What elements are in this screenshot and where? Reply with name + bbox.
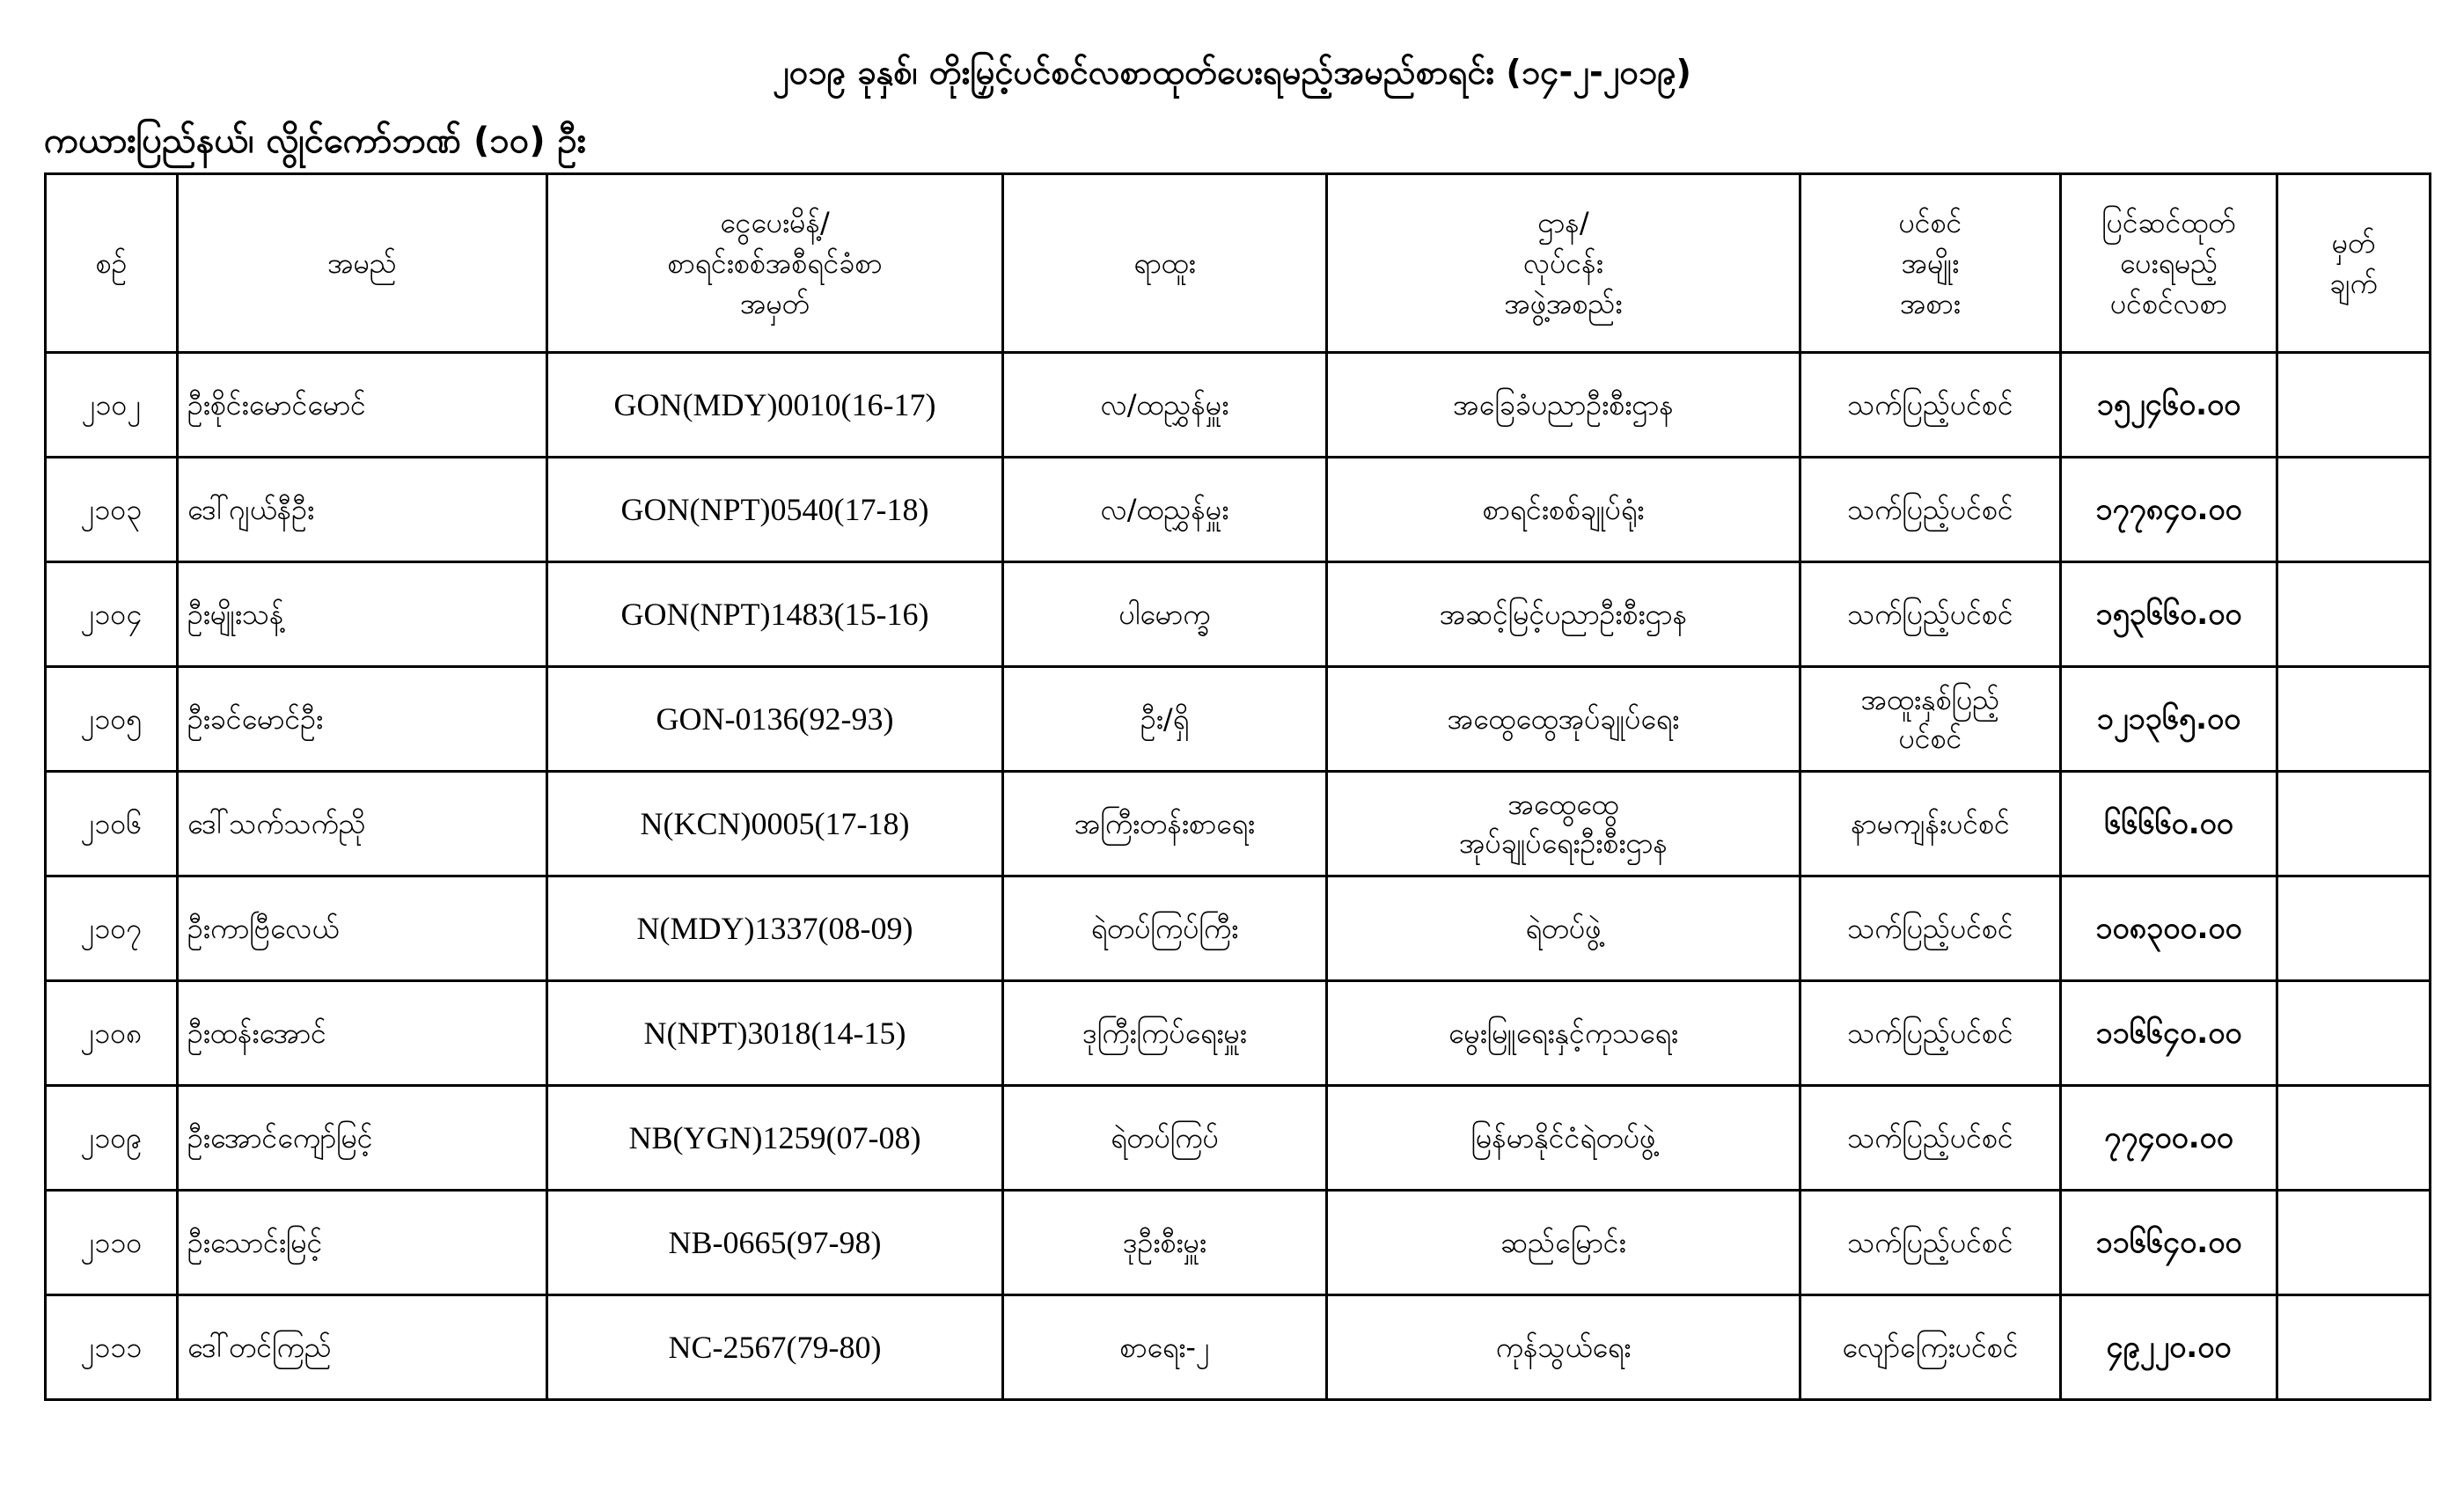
cell-pension-type: သက်ပြည့်ပင်စင် bbox=[1800, 981, 2061, 1086]
table-row bbox=[46, 772, 2431, 876]
cell-amount: ၁၂၁၃၆၅.၀၀ bbox=[2061, 667, 2277, 772]
cell-serial: ၂၁၀၈ bbox=[46, 981, 178, 1086]
header-department: ဌာန/ လုပ်ငန်း အဖွဲ့အစည်း bbox=[1327, 174, 1800, 353]
cell-name: ဦးအောင်ကျော်မြင့် bbox=[178, 1086, 547, 1191]
cell-pension-type: သက်ပြည့်ပင်စင် bbox=[1800, 353, 2061, 458]
cell-department: အခြေခံပညာဦးစီးဌာန bbox=[1327, 353, 1800, 458]
cell-name: ဦးစိုင်းမောင်မောင် bbox=[178, 353, 547, 458]
cell-rank: အကြီးတန်းစာရေး bbox=[1003, 772, 1327, 876]
cell-serial: ၂၁၀၇ bbox=[46, 876, 178, 981]
cell-department: စာရင်းစစ်ချုပ်ရုံး bbox=[1327, 458, 1800, 562]
cell-serial: ၂၁၁၁ bbox=[46, 1295, 178, 1400]
cell-rank: ပါမောက္ခ bbox=[1003, 562, 1327, 667]
header-serial: စဉ် bbox=[46, 174, 178, 353]
table-row bbox=[46, 981, 2431, 1086]
cell-amount: ၆၆၆၆၀.၀၀ bbox=[2061, 772, 2277, 876]
cell-rank: ရဲတပ်ကြပ်ကြီး bbox=[1003, 876, 1327, 981]
table-row bbox=[46, 1295, 2431, 1400]
table-header-row bbox=[46, 174, 2431, 353]
page-title: ၂၀၁၉ ခုနှစ်၊ တိုးမြှင့်ပင်စင်လစာထုတ်ပေးရမည့်အမည်စာရင်း (၁၄-၂-၂၀၁၉) bbox=[773, 53, 1691, 92]
cell-remarks bbox=[2277, 876, 2431, 981]
cell-serial: ၂၁၀၉ bbox=[46, 1086, 178, 1191]
header-reg-no: ငွေပေးမိန့်/ စာရင်းစစ်အစီရင်ခံစာ အမှတ် bbox=[547, 174, 1003, 353]
cell-amount: ၁၁၆၆၄၀.၀၀ bbox=[2061, 981, 2277, 1086]
cell-reg-no: N(MDY)1337(08-09) bbox=[547, 876, 1003, 981]
table-row bbox=[46, 1191, 2431, 1295]
cell-reg-no: GON-0136(92-93) bbox=[547, 667, 1003, 772]
cell-reg-no: GON(NPT)0540(17-18) bbox=[547, 458, 1003, 562]
cell-serial: ၂၁၀၄ bbox=[46, 562, 178, 667]
cell-serial: ၂၁၀၃ bbox=[46, 458, 178, 562]
cell-amount: ၁၅၃၆၆၀.၀၀ bbox=[2061, 562, 2277, 667]
pension-table bbox=[44, 172, 2431, 1401]
cell-rank: လ/ထညွှန်မှူး bbox=[1003, 353, 1327, 458]
cell-pension-type: သက်ပြည့်ပင်စင် bbox=[1800, 1086, 2061, 1191]
cell-department: မွေးမြူရေးနှင့်ကုသရေး bbox=[1327, 981, 1800, 1086]
cell-amount: ၇၇၄၀၀.၀၀ bbox=[2061, 1086, 2277, 1191]
cell-department: အထွေထွေအုပ်ချုပ်ရေး bbox=[1327, 667, 1800, 772]
cell-remarks bbox=[2277, 1086, 2431, 1191]
cell-name: ဒေါ်တင်ကြည် bbox=[178, 1295, 547, 1400]
cell-amount: ၄၉၂၂၀.၀၀ bbox=[2061, 1295, 2277, 1400]
cell-rank: ဒုဦးစီးမှူး bbox=[1003, 1191, 1327, 1295]
cell-pension-type: အထူးနှစ်ပြည့် ပင်စင် bbox=[1800, 667, 2061, 772]
cell-reg-no: NC-2567(79-80) bbox=[547, 1295, 1003, 1400]
cell-serial: ၂၁၀၆ bbox=[46, 772, 178, 876]
cell-rank: လ/ထညွှန်မှူး bbox=[1003, 458, 1327, 562]
cell-name: ဒေါ်ဂျယ်နီဦး bbox=[178, 458, 547, 562]
cell-reg-no: N(KCN)0005(17-18) bbox=[547, 772, 1003, 876]
cell-name: ဦးကာဗြီလေယ် bbox=[178, 876, 547, 981]
cell-pension-type: သက်ပြည့်ပင်စင် bbox=[1800, 876, 2061, 981]
cell-remarks bbox=[2277, 1295, 2431, 1400]
cell-remarks bbox=[2277, 458, 2431, 562]
cell-reg-no: NB(YGN)1259(07-08) bbox=[547, 1086, 1003, 1191]
header-rank: ရာထူး bbox=[1003, 174, 1327, 353]
cell-name: ဦးထန်းအောင် bbox=[178, 981, 547, 1086]
header-remarks: မှတ် ချက် bbox=[2277, 174, 2431, 353]
page-subtitle: ကယားပြည်နယ်၊ လွိုင်ကော်ဘဏ် (၁၀) ဦး bbox=[44, 121, 586, 161]
cell-department: မြန်မာနိုင်ငံရဲတပ်ဖွဲ့ bbox=[1327, 1086, 1800, 1191]
cell-name: ဦးသောင်းမြင့် bbox=[178, 1191, 547, 1295]
cell-remarks bbox=[2277, 667, 2431, 772]
cell-amount: ၁၅၂၄၆၀.၀၀ bbox=[2061, 353, 2277, 458]
cell-pension-type: သက်ပြည့်ပင်စင် bbox=[1800, 562, 2061, 667]
cell-department: ရဲတပ်ဖွဲ့ bbox=[1327, 876, 1800, 981]
cell-name: ဦးမျိုးသန့် bbox=[178, 562, 547, 667]
cell-amount: ၁၀၈၃၀၀.၀၀ bbox=[2061, 876, 2277, 981]
cell-reg-no: GON(NPT)1483(15-16) bbox=[547, 562, 1003, 667]
cell-department: အထွေထွေ အုပ်ချုပ်ရေးဦးစီးဌာန bbox=[1327, 772, 1800, 876]
header-pension-type: ပင်စင် အမျိုး အစား bbox=[1800, 174, 2061, 353]
table-row bbox=[46, 353, 2431, 458]
cell-rank: ရဲတပ်ကြပ် bbox=[1003, 1086, 1327, 1191]
cell-department: ကုန်သွယ်ရေး bbox=[1327, 1295, 1800, 1400]
cell-name: ဦးခင်မောင်ဦး bbox=[178, 667, 547, 772]
cell-pension-type: သက်ပြည့်ပင်စင် bbox=[1800, 458, 2061, 562]
cell-serial: ၂၁၀၂ bbox=[46, 353, 178, 458]
cell-serial: ၂၁၀၅ bbox=[46, 667, 178, 772]
table-row bbox=[46, 1086, 2431, 1191]
cell-department: ဆည်မြောင်း bbox=[1327, 1191, 1800, 1295]
table-row bbox=[46, 458, 2431, 562]
cell-name: ဒေါ်သက်သက်ညို bbox=[178, 772, 547, 876]
cell-pension-type: သက်ပြည့်ပင်စင် bbox=[1800, 1191, 2061, 1295]
cell-remarks bbox=[2277, 353, 2431, 458]
header-amount: ပြင်ဆင်ထုတ် ပေးရမည့် ပင်စင်လစာ bbox=[2061, 174, 2277, 353]
cell-reg-no: GON(MDY)0010(16-17) bbox=[547, 353, 1003, 458]
cell-department: အဆင့်မြင့်ပညာဦးစီးဌာန bbox=[1327, 562, 1800, 667]
cell-reg-no: N(NPT)3018(14-15) bbox=[547, 981, 1003, 1086]
cell-remarks bbox=[2277, 981, 2431, 1086]
cell-remarks bbox=[2277, 772, 2431, 876]
cell-remarks bbox=[2277, 1191, 2431, 1295]
cell-rank: ဒုကြီးကြပ်ရေးမှူး bbox=[1003, 981, 1327, 1086]
cell-rank: ဦး/ရှိ bbox=[1003, 667, 1327, 772]
table-row bbox=[46, 876, 2431, 981]
cell-pension-type: လျော်ကြေးပင်စင် bbox=[1800, 1295, 2061, 1400]
cell-reg-no: NB-0665(97-98) bbox=[547, 1191, 1003, 1295]
cell-amount: ၁၁၆၆၄၀.၀၀ bbox=[2061, 1191, 2277, 1295]
cell-serial: ၂၁၁၀ bbox=[46, 1191, 178, 1295]
header-name: အမည် bbox=[178, 174, 547, 353]
cell-rank: စာရေး-၂ bbox=[1003, 1295, 1327, 1400]
table-row bbox=[46, 562, 2431, 667]
cell-remarks bbox=[2277, 562, 2431, 667]
table-row bbox=[46, 667, 2431, 772]
cell-pension-type: နာမကျန်းပင်စင် bbox=[1800, 772, 2061, 876]
cell-amount: ၁၇၇၈၄၀.၀၀ bbox=[2061, 458, 2277, 562]
